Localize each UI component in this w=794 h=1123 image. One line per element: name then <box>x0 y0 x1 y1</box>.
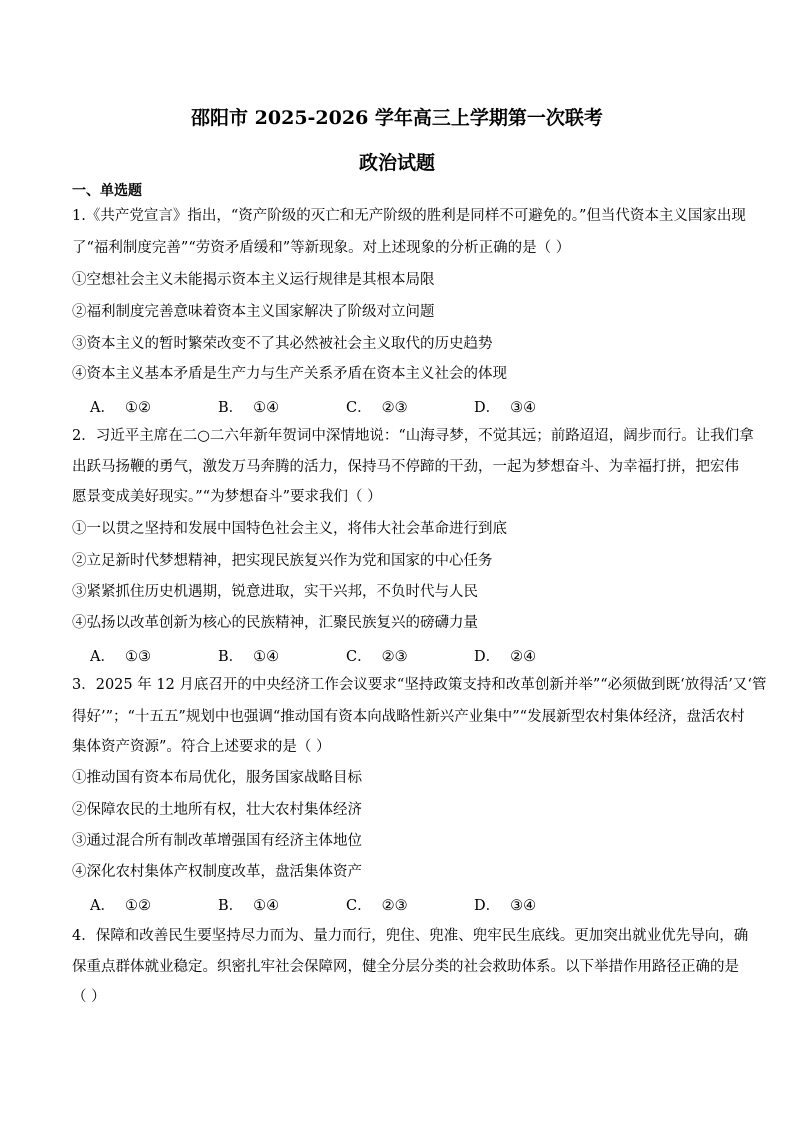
q1-stem-line: 了“福利制度完善”“劳资矛盾缓和”等新现象。对上述现象的分析正确的是（ ） <box>72 240 571 256</box>
q2-choice-4: ④弘扬以改革创新为核心的民族精神，汇聚民族复兴的磅礴力量 <box>72 615 478 631</box>
q2-stem-line: 2．习近平主席在二○二六年新年贺词中深情地说：“山海寻梦，不觉其远；前路迢迢，阔步而行。让我们拿 <box>72 428 754 444</box>
q2-option-b[interactable]: B． ①④ <box>218 649 280 665</box>
q4-stem-line: 4．保障和改善民生要坚持尽力而为、量力而行，兜住、兜准、兜牢民生底线。更加突出就业优先导向，确 <box>72 928 749 944</box>
q2-choice-2: ②立足新时代梦想精神，把实现民族复兴作为党和国家的中心任务 <box>72 553 493 569</box>
q3-stem-line: 得好’”；“十五五”规划中也强调“推动国有资本向战略性新兴产业集中”“发展新型农村集体经济，盘活农村 <box>72 709 745 725</box>
q1-option-d[interactable]: D． ③④ <box>474 400 537 416</box>
q3-stem-line: 集体资产资源”。符合上述要求的是（ ） <box>72 739 331 755</box>
q2-option-c[interactable]: C． ②③ <box>346 649 408 665</box>
q3-option-c[interactable]: C． ②③ <box>346 898 408 914</box>
q2-stem-line: 出跃马扬鞭的勇气，激发万马奔腾的活力，保持马不停蹄的干劲，一起为梦想奋斗、为幸福打拼，把宏伟 <box>72 459 739 475</box>
q1-choice-1: ①空想社会主义未能揭示资本主义运行规律是其根本局限 <box>72 272 435 288</box>
q1-options <box>90 396 650 417</box>
section-heading: 一、单选题 <box>72 183 142 199</box>
q2-choice-1: ①一以贯之坚持和发展中国特色社会主义，将伟大社会革命进行到底 <box>72 521 507 537</box>
q2-stem-line: 愿景变成美好现实。”“为梦想奋斗”要求我们（ ） <box>72 489 382 505</box>
q1-choice-3: ③资本主义的暂时繁荣改变不了其必然被社会主义取代的历史趋势 <box>72 336 493 352</box>
q1-option-a[interactable]: A． ①② <box>90 400 151 416</box>
q4-stem-line: 保重点群体就业稳定。织密扎牢社会保障网，健全分层分类的社会救助体系。以下举措作用路径正确的是 <box>72 959 739 975</box>
q3-option-b[interactable]: B． ①④ <box>218 898 280 914</box>
q2-options <box>90 645 650 666</box>
q1-option-c[interactable]: C． ②③ <box>346 400 408 416</box>
q3-choice-1: ①推动国有资本布局优化，服务国家战略目标 <box>72 770 362 786</box>
q3-stem-line: 3．2025 年 12 月底召开的中央经济工作会议要求“坚持政策支持和改革创新并举”“必须做到既‘放得活’又‘管 <box>72 677 767 693</box>
q2-option-d[interactable]: D． ②④ <box>474 649 537 665</box>
q3-option-d[interactable]: D． ③④ <box>474 898 537 914</box>
exam-title: 邵阳市 2025-2026 学年高三上学期第一次联考 <box>191 107 603 129</box>
q3-options <box>90 894 650 915</box>
q1-choice-2: ②福利制度完善意味着资本主义国家解决了阶级对立问题 <box>72 304 435 320</box>
q1-choice-4: ④资本主义基本矛盾是生产力与生产关系矛盾在资本主义社会的体现 <box>72 366 507 382</box>
exam-subtitle: 政治试题 <box>358 152 435 174</box>
q1-option-b[interactable]: B． ①④ <box>218 400 280 416</box>
q3-option-a[interactable]: A． ①② <box>90 898 151 914</box>
q2-option-a[interactable]: A． ①③ <box>90 649 151 665</box>
q2-choice-3: ③紧紧抓住历史机遇期，锐意进取，实干兴邦，不负时代与人民 <box>72 584 478 600</box>
q3-choice-3: ③通过混合所有制改革增强国有经济主体地位 <box>72 833 362 849</box>
q1-stem-line: 1.《共产党宣言》指出，“资产阶级的灭亡和无产阶级的胜利是同样不可避免的。”但当代资本主义国家出现 <box>72 208 746 224</box>
q3-choice-2: ②保障农民的土地所有权，壮大农村集体经济 <box>72 802 362 818</box>
q4-stem-line: （ ） <box>72 989 106 1005</box>
q3-choice-4: ④深化农村集体产权制度改革，盘活集体资产 <box>72 864 362 880</box>
